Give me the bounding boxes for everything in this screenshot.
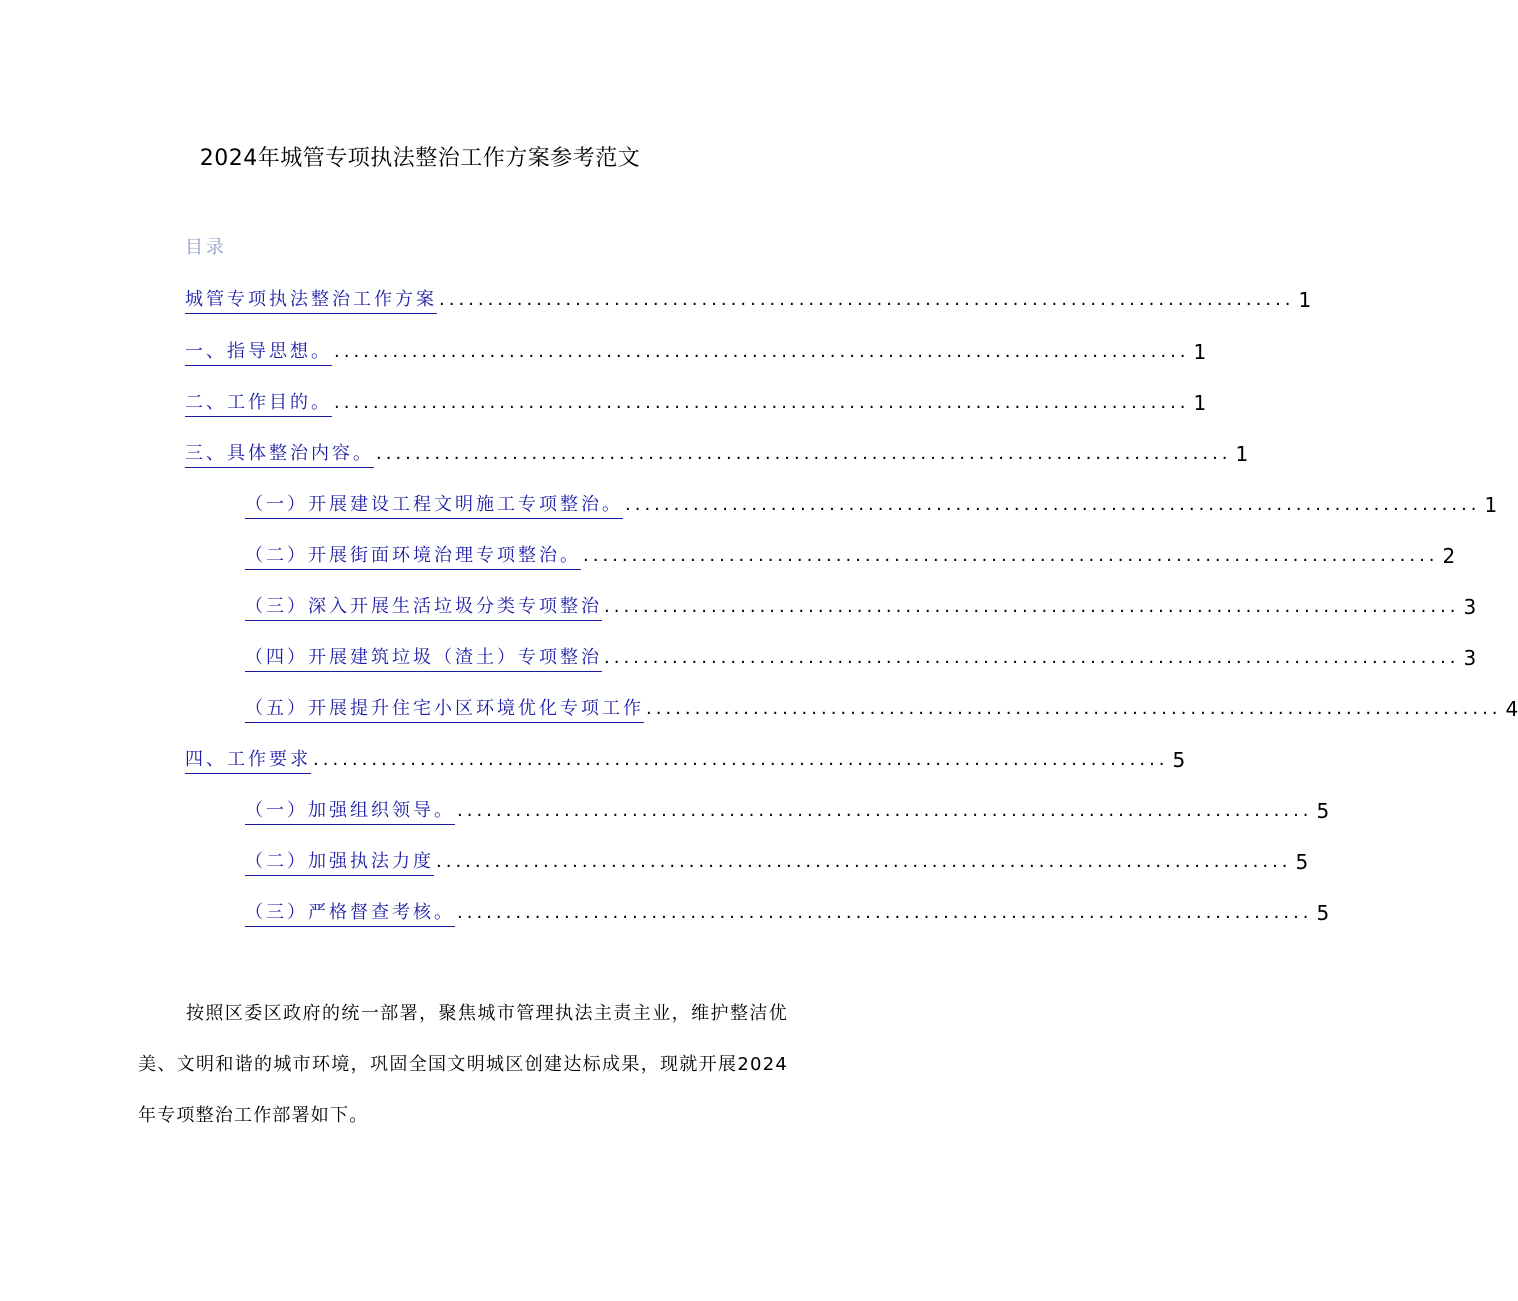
toc-page-number: 5 (1316, 901, 1330, 925)
toc-page-number: 1 (1193, 340, 1207, 364)
toc-link[interactable]: 一、指导思想。 (185, 340, 332, 366)
toc-leader: ........................................................................................ (457, 902, 1313, 923)
toc-link[interactable]: （四）开展建筑垃圾（渣土）专项整治 (245, 646, 602, 672)
toc-page-number: 5 (1295, 850, 1309, 874)
toc-leader: ........................................................................................ (604, 647, 1460, 668)
toc-leader: ........................................................................................ (457, 800, 1313, 821)
toc-page-number: 3 (1463, 595, 1477, 619)
toc-page-number: 1 (1484, 493, 1498, 517)
toc-page-number: 3 (1463, 646, 1477, 670)
toc-leader: ........................................................................................ (625, 494, 1481, 515)
toc-entry[interactable] (185, 440, 1249, 468)
toc-entry[interactable] (245, 644, 1477, 672)
toc-entry[interactable] (185, 389, 1207, 417)
toc-entry[interactable] (245, 797, 1330, 825)
toc-page-number: 2 (1442, 544, 1456, 568)
toc-leader: ........................................................................................ (376, 443, 1232, 464)
toc-link[interactable]: （一）开展建设工程文明施工专项整治。 (245, 493, 623, 519)
toc-entry[interactable] (245, 899, 1330, 927)
toc-link[interactable]: 三、具体整治内容。 (185, 442, 374, 468)
body-paragraph: 按照区委区政府的统一部署，聚焦城市管理执法主责主业，维护整洁优美、文明和谐的城市环境，巩固全国文明城区创建达标成果，现就开展2024年专项整治工作部署如下。 (138, 1003, 788, 1126)
toc-entry[interactable] (245, 848, 1309, 876)
toc-entry[interactable] (245, 542, 1456, 570)
toc-entry[interactable] (185, 286, 1312, 314)
toc-entry[interactable] (185, 338, 1207, 366)
toc-link[interactable]: 城管专项执法整治工作方案 (185, 288, 437, 314)
toc-page-number: 1 (1298, 288, 1312, 312)
toc-entry[interactable] (245, 491, 1498, 519)
toc-entry[interactable] (245, 695, 1518, 723)
toc-page-number: 5 (1316, 799, 1330, 823)
toc-link[interactable]: （三）深入开展生活垃圾分类专项整治 (245, 595, 602, 621)
toc-link[interactable]: （二）加强执法力度 (245, 850, 434, 876)
toc-page-number: 5 (1172, 748, 1186, 772)
document-title: 2024年城管专项执法整治工作方案参考范文 (199, 146, 641, 171)
toc-leader: ........................................................................................ (439, 289, 1295, 310)
toc-page-number: 1 (1193, 391, 1207, 415)
toc-page-number: 4 (1505, 697, 1518, 721)
toc-link[interactable]: （一）加强组织领导。 (245, 799, 455, 825)
toc-link[interactable]: 四、工作要求 (185, 748, 311, 774)
toc-link[interactable]: （三）严格督查考核。 (245, 901, 455, 927)
toc-link[interactable]: （二）开展街面环境治理专项整治。 (245, 544, 581, 570)
toc-leader: ........................................................................................ (583, 545, 1439, 566)
toc-leader: ........................................................................................ (313, 749, 1169, 770)
toc-entry[interactable] (185, 746, 1186, 774)
toc-page-number: 1 (1235, 442, 1249, 466)
toc-leader: ........................................................................................ (334, 392, 1190, 413)
toc-leader: ........................................................................................ (436, 851, 1292, 872)
toc-heading: 目录 (185, 237, 227, 258)
toc-entry[interactable] (245, 593, 1477, 621)
toc-leader: ........................................................................................ (646, 698, 1502, 719)
toc-leader: ........................................................................................ (334, 341, 1190, 362)
toc-link[interactable]: 二、工作目的。 (185, 391, 332, 417)
toc-link[interactable]: （五）开展提升住宅小区环境优化专项工作 (245, 697, 644, 723)
toc-leader: ........................................................................................ (604, 596, 1460, 617)
